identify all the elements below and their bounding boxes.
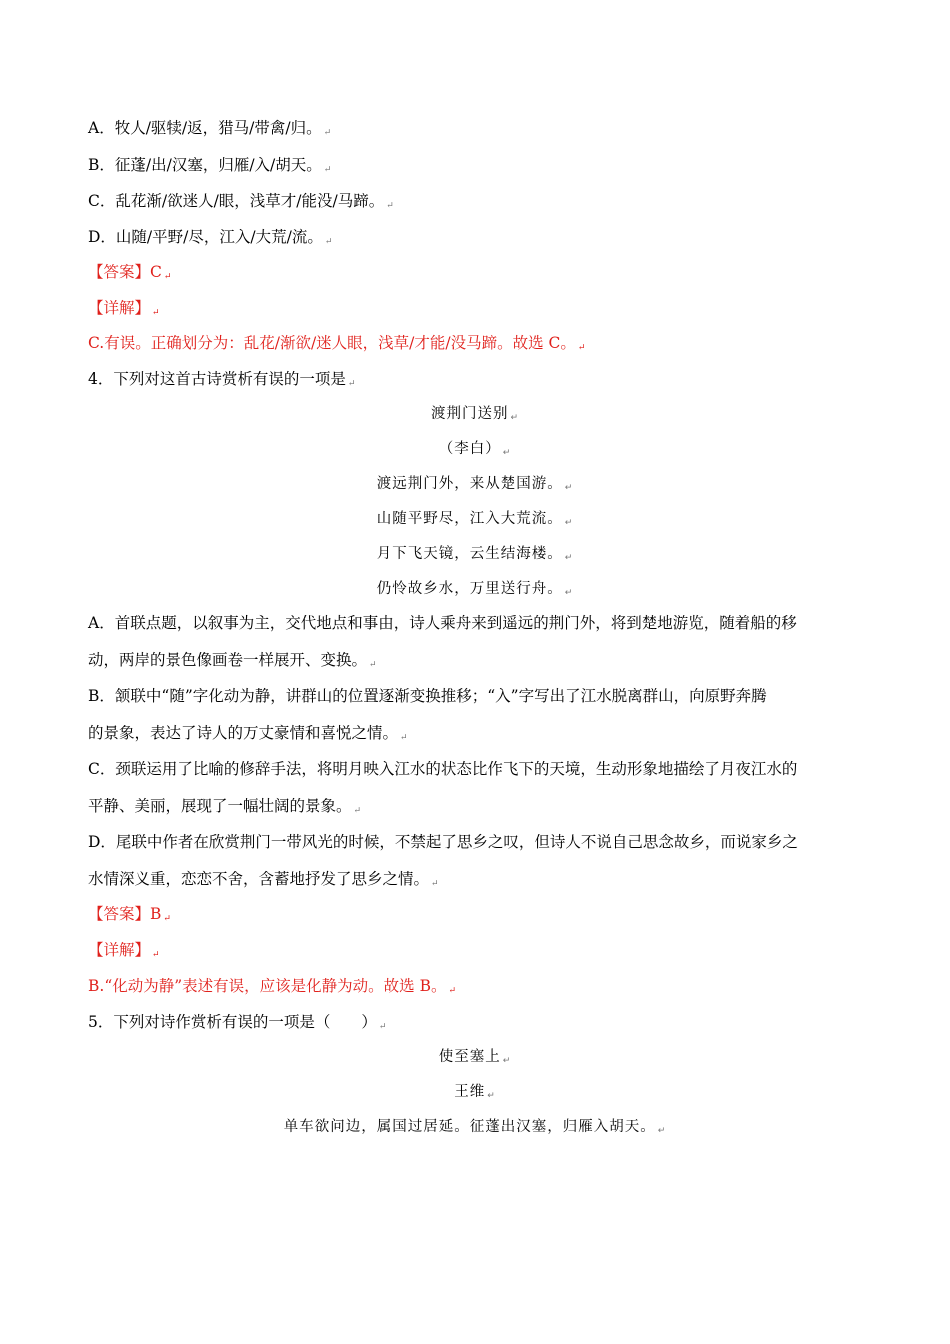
q4-detail-label: [88, 940, 160, 965]
q4-option-d-text: 水情深义重，恋恋不舍，含蓄地抒发了思乡之情。: [88, 870, 430, 888]
q3-answer-text: 【答案】C: [88, 263, 162, 281]
q5-poem-title: [0, 1047, 950, 1071]
q3-detail-label-text: 【详解】: [88, 299, 151, 317]
q4-poem-title-text: 渡荆门送别: [430, 406, 509, 422]
q3-answer: [88, 262, 171, 287]
paragraph-mark: ↵: [400, 733, 408, 743]
q3-detail-label: [88, 298, 160, 323]
paragraph-mark: ↵: [431, 879, 439, 889]
q3-option-d: [88, 227, 332, 252]
paragraph-mark: ↵: [564, 483, 574, 493]
q4-option-d-line1: [88, 832, 798, 852]
q3-option-b: [88, 155, 331, 180]
q3-option-a-text: A．牧人/驱犊/返，猎马/带禽/归。: [88, 119, 322, 137]
q4-option-c-text: 平静、美丽，展现了一幅壮阔的景象。: [88, 797, 352, 815]
q5-poem-title-text: 使至塞上: [438, 1049, 501, 1065]
paragraph-mark: ↵: [487, 1091, 496, 1101]
q4-poem-author-text: （李白）: [438, 441, 501, 457]
paragraph-mark: ↵: [324, 237, 333, 247]
q4-question-text: 4．下列对这首古诗赏析有误的一项是: [88, 370, 346, 388]
q5-question-text: 5．下列对诗作赏析有误的一项是（ ）: [88, 1013, 377, 1031]
q3-option-c-text: C．乱花渐/欲迷人/眼，浅草才/能没/马蹄。: [88, 192, 385, 210]
paragraph-mark: ↵: [386, 201, 394, 211]
q3-option-c: [88, 191, 394, 216]
q4-detail-label-text: 【详解】: [88, 941, 151, 959]
q5-poem-line-text: 单车欲问边，属国过居延。征蓬出汉塞，归雁入胡天。: [283, 1119, 656, 1135]
paragraph-mark: ↵: [163, 914, 171, 924]
q4-option-d-line2: [88, 869, 439, 894]
paragraph-mark: ↵: [564, 518, 574, 528]
q4-poem-title: [0, 404, 950, 428]
q4-detail-text: B.“化动为静”表述有误，应该是化静为动。故选 B。: [88, 977, 447, 995]
q4-answer: [88, 904, 171, 929]
q4-poem-author: [0, 439, 950, 463]
q4-poem-line: [0, 544, 950, 568]
paragraph-mark: ↵: [152, 308, 160, 318]
paragraph-mark: ↵: [657, 1126, 667, 1136]
q4-question: [88, 369, 355, 394]
paragraph-mark: ↵: [577, 343, 586, 353]
q4-option-a-line2: [88, 650, 377, 675]
q4-option-b-text: B．颔联中“随”字化动为静，讲群山的位置逐渐变换推移；“入”字写出了江水脱离群山，向原野奔腾: [88, 687, 767, 705]
q4-option-c-line1: [88, 759, 797, 779]
q3-option-b-text: B．征蓬/出/汉塞，归雁/入/胡天。: [88, 156, 322, 174]
paragraph-mark: ↵: [510, 413, 520, 423]
paragraph-mark: ↵: [448, 986, 457, 996]
paragraph-mark: ↵: [378, 1022, 387, 1032]
q4-option-c-line2: [88, 796, 361, 821]
q4-poem-line-text: 山随平野尽，江入大荒流。: [376, 511, 563, 527]
q3-option-a: [88, 118, 331, 143]
paragraph-mark: ↵: [564, 588, 574, 598]
q5-poem-line: [0, 1117, 950, 1141]
paragraph-mark: ↵: [152, 950, 160, 960]
q4-option-a-text: A．首联点题，以叙事为主，交代地点和事由，诗人乘舟来到遥远的荆门外，将到楚地游览，随着船的移: [88, 614, 797, 632]
q4-option-b-line1: [88, 686, 767, 706]
q5-poem-author: [0, 1082, 950, 1106]
q4-option-b-text: 的景象，表达了诗人的万丈豪情和喜悦之情。: [88, 724, 399, 742]
q4-option-c-text: C．颈联运用了比喻的修辞手法，将明月映入江水的状态比作飞下的天境，生动形象地描绘了月夜江水的: [88, 760, 798, 778]
q3-option-d-text: D．山随/平野/尽，江入/大荒/流。: [88, 228, 323, 246]
q4-option-a-text: 动，两岸的景色像画卷一样展开、变换。: [88, 651, 368, 669]
paragraph-mark: ↵: [163, 272, 172, 282]
q4-option-d-text: D．尾联中作者在欣赏荆门一带风光的时候，不禁起了思乡之叹，但诗人不说自己思念故乡，而说家乡之: [88, 833, 798, 851]
paragraph-mark: ↵: [353, 806, 362, 816]
q4-poem-line-text: 月下飞天镜，云生结海楼。: [376, 546, 563, 562]
paragraph-mark: ↵: [564, 553, 574, 563]
q4-poem-line: [0, 474, 950, 498]
q4-option-b-line2: [88, 723, 408, 748]
q4-detail: [88, 976, 456, 1001]
q3-detail: [88, 333, 585, 358]
q3-detail-text: C.有误。正确划分为：乱花/渐欲/迷人眼，浅草/才能/没马蹄。故选 C。: [88, 334, 576, 352]
paragraph-mark: ↵: [369, 660, 377, 670]
q4-option-a-line1: [88, 613, 797, 633]
paragraph-mark: ↵: [347, 379, 356, 389]
q5-poem-author-text: 王维: [454, 1084, 486, 1100]
q4-poem-line-text: 仍怜故乡水，万里送行舟。: [376, 581, 563, 597]
paragraph-mark: ↵: [323, 165, 332, 175]
q4-poem-line: [0, 579, 950, 603]
q4-answer-text: 【答案】B: [88, 905, 162, 923]
q4-poem-line: [0, 509, 950, 533]
q5-question: [88, 1012, 386, 1037]
paragraph-mark: ↵: [502, 448, 512, 458]
q4-poem-line-text: 渡远荆门外，来从楚国游。: [376, 476, 563, 492]
paragraph-mark: ↵: [502, 1056, 512, 1066]
paragraph-mark: ↵: [323, 128, 332, 138]
